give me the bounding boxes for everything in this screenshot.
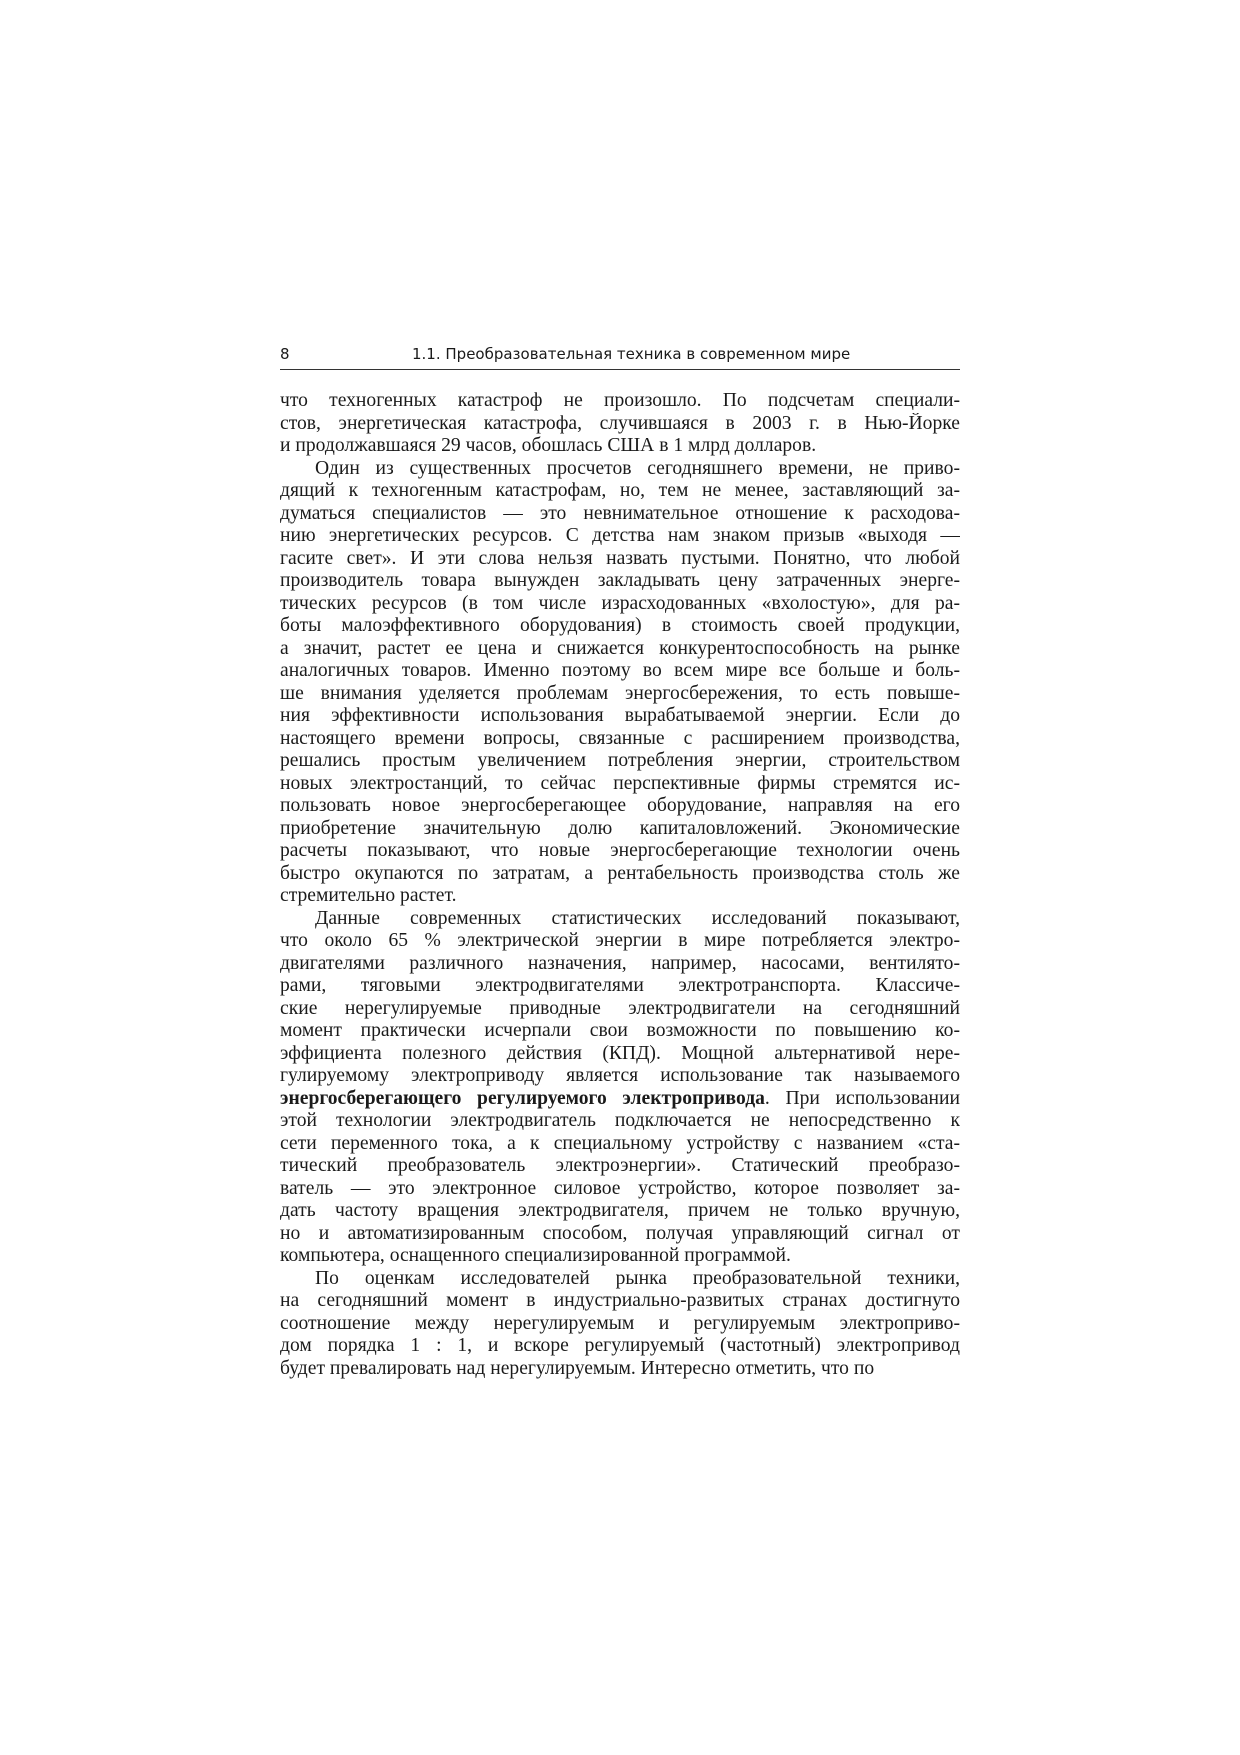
- text-run: на сегодняшний момент в индустриально-развитых странах достигнуто: [280, 1290, 960, 1311]
- header-rule: [280, 369, 960, 370]
- text-line: [280, 818, 960, 841]
- text-line: [280, 1043, 960, 1066]
- paragraph: [280, 908, 960, 1268]
- text-line: [280, 1290, 960, 1313]
- text-run: боты малоэффективного оборудования) в стоимость своей продукции,: [280, 615, 960, 636]
- text-run: стов, энергетическая катастрофа, случившаяся в 2003 г. в Нью-Йорке: [280, 412, 960, 434]
- text-line: [280, 683, 960, 706]
- text-run: гулируемому электроприводу является использование так называемого: [280, 1065, 960, 1086]
- text-run: решались простым увеличением потребления энергии, строительством: [280, 750, 960, 771]
- text-line: [280, 593, 960, 616]
- text-run: дать частоту вращения электродвигателя, причем не только вручную,: [280, 1200, 960, 1221]
- bold-term: энергосберегающего регулируемого электропривода: [280, 1087, 765, 1109]
- text-run: новых электростанций, то сейчас перспективные фирмы стремятся ис-: [280, 772, 960, 794]
- text-run: приобретение значительную долю капиталовложений. Экономические: [280, 817, 960, 839]
- section-title: 1.1. Преобразовательная техника в современном мире: [412, 345, 851, 363]
- text-run: . При использовании: [764, 1087, 960, 1109]
- text-run: соотношение между нерегулируемым и регулируемым электроприво-: [280, 1312, 960, 1334]
- text-line: [280, 795, 960, 818]
- text-run: момент практически исчерпали свои возможности по повышению ко-: [280, 1020, 960, 1041]
- text-line: [280, 930, 960, 953]
- text-line: [280, 503, 960, 526]
- text-run: По оценкам исследователей рынка преобразовательной техники,: [315, 1267, 960, 1289]
- text-line: [280, 1268, 960, 1291]
- text-line: [280, 638, 960, 661]
- text-run: будет превалировать над нерегулируемым. Интересно отметить, что по: [280, 1357, 875, 1379]
- text-run: дящий к техногенным катастрофам, но, тем не менее, заставляющий за-: [280, 480, 960, 501]
- text-run: рами, тяговыми электродвигателями электротранспорта. Классиче-: [280, 975, 960, 996]
- text-run: что около 65 % электрической энергии в мире потребляется электро-: [280, 930, 960, 951]
- text-line: [280, 773, 960, 796]
- text-line: [280, 1133, 960, 1156]
- text-line: [280, 840, 960, 863]
- text-line: [280, 885, 960, 908]
- text-line: [280, 390, 960, 413]
- paragraph: [280, 1268, 960, 1381]
- text-line: [280, 570, 960, 593]
- text-run: компьютера, оснащенного специализированной программой.: [280, 1245, 791, 1266]
- text-line: [280, 953, 960, 976]
- text-line: [280, 705, 960, 728]
- text-run: расчеты показывают, что новые энергосберегающие технологии очень: [280, 840, 960, 861]
- text-run: ния эффективности использования вырабатываемой энергии. Если до: [280, 705, 960, 726]
- text-line: [280, 480, 960, 503]
- text-line: [280, 1358, 960, 1381]
- text-line: [280, 1223, 960, 1246]
- text-run: тических ресурсов (в том числе израсходованных «вхолостую», для ра-: [280, 592, 960, 614]
- text-run: нию энергетических ресурсов. С детства нам знаком призыв «выходя —: [280, 525, 960, 546]
- text-line: [280, 750, 960, 773]
- body-text: [280, 390, 960, 1380]
- text-run: ские нерегулируемые приводные электродвигатели на сегодняшний: [280, 997, 960, 1019]
- text-line: [280, 863, 960, 886]
- paragraph: [280, 458, 960, 908]
- text-run: Один из существенных просчетов сегодняшнего времени, не приво-: [315, 457, 960, 479]
- text-run: двигателями различного назначения, например, насосами, вентилято-: [280, 952, 960, 974]
- text-line: [280, 1313, 960, 1336]
- text-run: думаться специалистов — это невнимательное отношение к расходова-: [280, 502, 960, 524]
- text-run: но и автоматизированным способом, получая управляющий сигнал от: [280, 1222, 960, 1244]
- text-line: [280, 728, 960, 751]
- text-run: гасите свет». И эти слова нельзя назвать пустыми. Понятно, что любой: [280, 547, 960, 569]
- text-run: стремительно растет.: [280, 885, 457, 906]
- text-run: Данные современных статистических исследований показывают,: [315, 907, 960, 929]
- text-line: [280, 1245, 960, 1268]
- text-line: [280, 548, 960, 571]
- page-number: 8: [280, 345, 290, 363]
- text-run: а значит, растет ее цена и снижается конкурентоспособность на рынке: [280, 637, 960, 659]
- text-line: [280, 1335, 960, 1358]
- text-run: пользовать новое энергосберегающее оборудование, направляя на его: [280, 795, 960, 816]
- text-run: производитель товара вынужден закладывать цену затраченных энерге-: [280, 570, 960, 591]
- text-run: настоящего времени вопросы, связанные с расширением производства,: [280, 727, 960, 749]
- text-line: [280, 998, 960, 1021]
- text-line: [280, 1178, 960, 1201]
- text-line: [280, 1110, 960, 1133]
- text-line: [280, 1020, 960, 1043]
- text-line: [280, 1088, 960, 1111]
- text-run: быстро окупаются по затратам, а рентабельность производства столь же: [280, 862, 960, 884]
- text-run: что техногенных катастроф не произошло. По подсчетам специали-: [280, 390, 960, 411]
- text-line: [280, 525, 960, 548]
- text-line: [280, 615, 960, 638]
- text-run: аналогичных товаров. Именно поэтому во всем мире все больше и боль-: [280, 660, 960, 681]
- text-line: [280, 413, 960, 436]
- paragraph: [280, 390, 960, 458]
- text-run: и продолжавшаяся 29 часов, обошлась США в 1 млрд долларов.: [280, 435, 817, 456]
- text-line: [280, 435, 960, 458]
- text-run: ше внимания уделяется проблемам энергосбережения, то есть повыше-: [280, 682, 960, 704]
- text-line: [280, 1065, 960, 1088]
- text-run: сети переменного тока, а к специальному устройству с названием «ста-: [280, 1132, 960, 1154]
- text-run: тический преобразователь электроэнергии». Статический преобразо-: [280, 1155, 960, 1176]
- text-run: эффициента полезного действия (КПД). Мощной альтернативой нере-: [280, 1042, 960, 1064]
- text-run: ватель — это электронное силовое устройство, которое позволяет за-: [280, 1177, 960, 1199]
- text-run: этой технологии электродвигатель подключается не непосредственно к: [280, 1110, 960, 1131]
- text-line: [280, 975, 960, 998]
- text-line: [280, 458, 960, 481]
- text-run: дом порядка 1 : 1, и вскоре регулируемый (частотный) электропривод: [280, 1335, 960, 1356]
- text-line: [280, 1155, 960, 1178]
- text-line: [280, 1200, 960, 1223]
- text-line: [280, 660, 960, 683]
- text-line: [280, 908, 960, 931]
- running-head: [280, 345, 960, 367]
